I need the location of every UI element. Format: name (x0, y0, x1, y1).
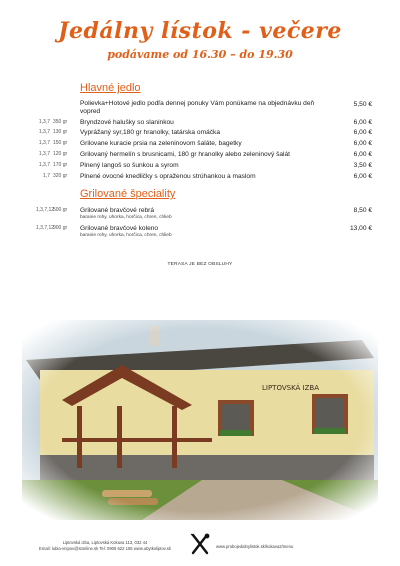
item-price: 6,00 € (353, 129, 372, 136)
allergen-code: 1,3,7 (38, 162, 50, 168)
item-price: 6,00 € (353, 119, 372, 126)
terrace-notice: TERASA JE BEZ OBSLUHY (167, 262, 233, 267)
allergen-code: 1,3,7,12 (36, 207, 55, 213)
portion-weight: 320 gr (53, 173, 68, 179)
section-title-main-course: Hlavné jedlo (80, 82, 141, 94)
menu-item (0, 118, 400, 128)
item-price: 13,00 € (350, 225, 372, 232)
menu-item (0, 161, 400, 171)
footer-contact (20, 540, 190, 552)
menu-item (0, 100, 400, 118)
menu-item (0, 150, 400, 160)
portion-weight: 350 gr (53, 119, 68, 125)
footer-address: Liptovská izba, Liptovská Kokava 113, 032 44 (62, 540, 148, 545)
menu-title: Jedálny lístok - večere (58, 18, 342, 44)
allergen-code: 1,3,7 (38, 129, 50, 135)
item-name: Grilovane kuracie prsia na zeleninovom šaláte, bagetky (80, 140, 242, 147)
serving-hours: podávame od 16.30 – do 19.30 (107, 48, 293, 61)
item-side-note: baranie rohy, uhorka, horčica, chren, chlieb (80, 215, 172, 220)
allergen-code: 1,3,7 (38, 140, 50, 146)
allergen-code: 1,7 (43, 173, 50, 179)
item-name: Grilované bravčové koleno (80, 225, 159, 232)
menu-item (0, 128, 400, 138)
item-side-note: baranie rohy, uhorka, horčica, chren, chlieb (80, 233, 172, 238)
item-name: Bryndzové halušky so slaninkou (80, 119, 174, 126)
menu-item (0, 139, 400, 149)
allergen-code: 1,3,7 (38, 151, 50, 157)
item-price: 3,50 € (353, 162, 372, 169)
menu-item (0, 172, 400, 182)
portion-weight: 170 gr (53, 162, 68, 168)
item-name: Grilované bravčové rebrá (80, 207, 155, 214)
item-price: 6,00 € (353, 151, 372, 158)
portion-weight: 500 gr (53, 207, 68, 213)
menu-item (0, 224, 400, 234)
allergen-code: 1,3,7 (38, 119, 50, 125)
section-title-grilled-specialties: Grilované špeciality (80, 188, 176, 200)
item-price: 6,00 € (353, 140, 372, 147)
portion-weight: 120 gr (53, 151, 68, 157)
portion-weight: 900 gr (53, 225, 68, 231)
portion-weight: 150 gr (53, 140, 68, 146)
portion-weight: 130 gr (53, 129, 68, 135)
item-name: Grilovaný hermelín s brusnicami, 180 gr hranolky alebo zeleninový šalát (80, 151, 291, 158)
restaurant-photo (22, 320, 378, 520)
item-price: 5,50 € (353, 101, 372, 108)
cutlery-icon (188, 532, 212, 556)
allergen-code: 1,3,7,12 (36, 225, 55, 231)
menu-item (0, 206, 400, 216)
item-price: 6,00 € (353, 173, 372, 180)
item-name: Polievka+Hotové jedlo podľa dennej ponuky Vám ponúkame na objednávku deň vopred (80, 100, 315, 115)
item-price: 8,50 € (353, 207, 372, 214)
item-name: Vyprážaný syr,180 gr hranolky, tatárska omáčka (80, 129, 220, 136)
footer-website[interactable]: www.probojedalnylistok.sk/kokava2/menu (216, 544, 294, 549)
item-name: Plnený langoš so šunkou a syrom (80, 162, 179, 169)
footer-contact-line: Email: lubia-vnipov@stonline.sk Tel: 0905 622 155 www.ubytkoliptov.sk (39, 546, 171, 551)
item-name: Plnené ovocné knedličky s opraženou strúhankou a maslom (80, 173, 256, 180)
